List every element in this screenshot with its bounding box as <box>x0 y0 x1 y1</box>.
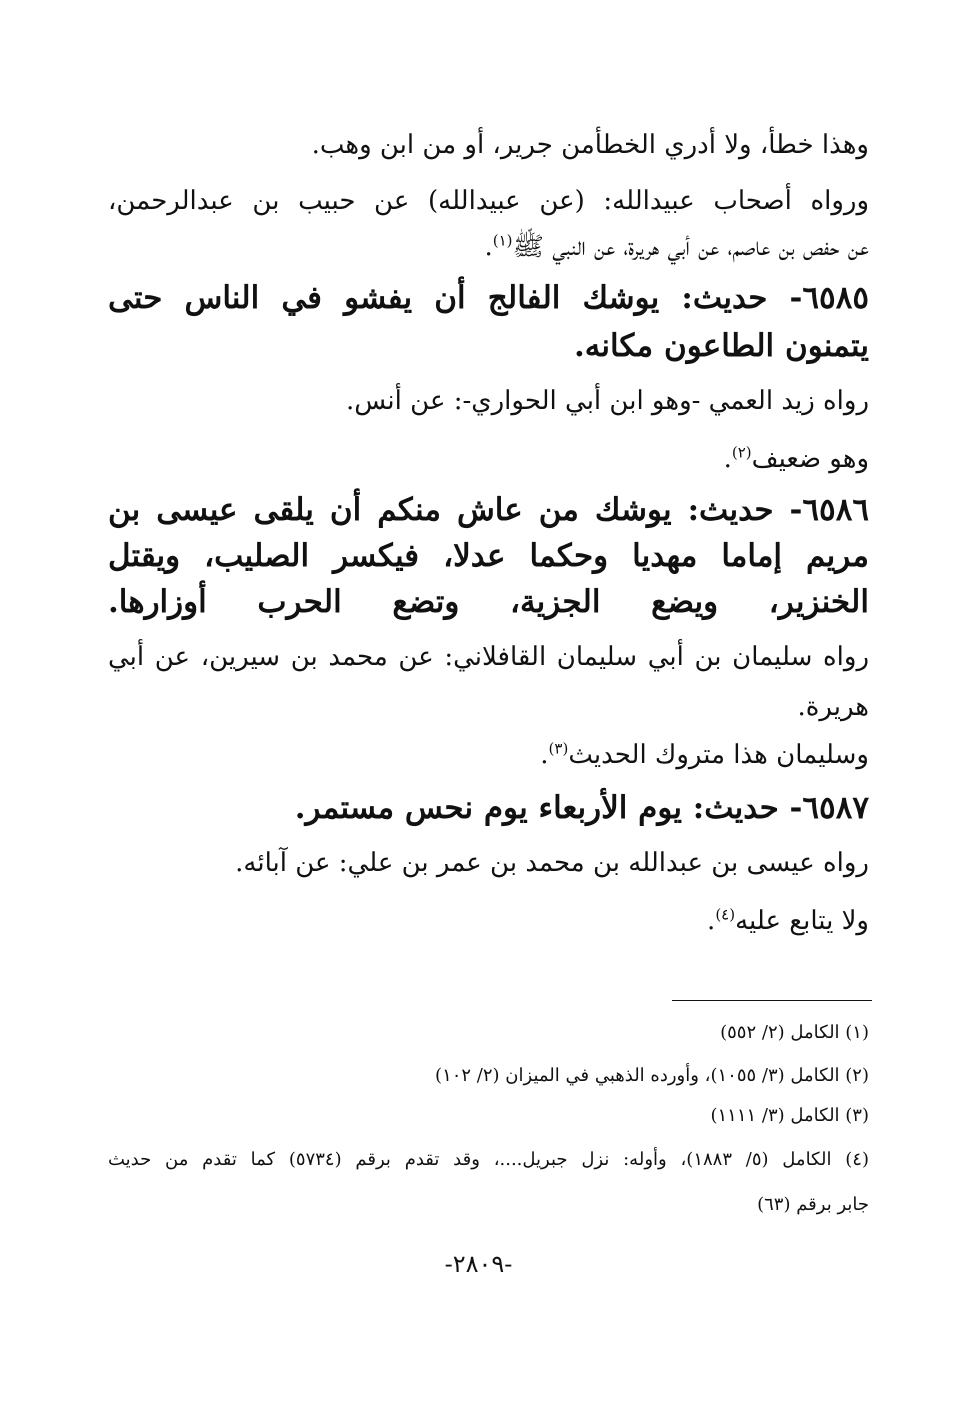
body-line: ولا يتابع عليه$^{(٤)}$. <box>707 905 869 936</box>
footnote: (٢) الكامل (٣/ ١٠٥٥)، وأورده الذهبي في الميزان (٢/ ١٠٢) <box>435 1065 869 1086</box>
body-line: عن حفص بن عاصم، عن أبي هريرة، عن النبي ﷺ$^{(١)}$. <box>484 231 869 262</box>
body-line: رواه سليمان بن أبي سليمان القافلاني: عن محمد بن سيرين، عن أبي <box>108 642 869 672</box>
footnote: (١) الكامل (٢/ ٥٥٢) <box>720 1022 869 1043</box>
footnote-ref: (٢) <box>731 443 752 462</box>
body-line: وهو ضعيف$^{(٢)}$. <box>723 443 869 474</box>
hadith-heading: ٦٥٨٧- حديث: يوم الأربعاء يوم نحس مستمر. <box>294 790 869 826</box>
footnote-divider <box>672 1000 872 1001</box>
body-line: ورواه أصحاب عبيدالله: (عن عبيدالله) عن حبيب بن عبدالرحمن، <box>108 186 869 216</box>
hadith-heading: مريم إماما مهديا وحكما عدلا، فيكسر الصليب، ويقتل <box>108 538 869 574</box>
footnote-ref: (٣) <box>548 739 569 758</box>
footnote: (٣) الكامل (٣/ ١١١١) <box>710 1105 869 1126</box>
body-line: رواه زيد العمي -وهو ابن أبي الحواري-: عن أنس. <box>346 386 869 416</box>
footnote: (٤) الكامل (٥/ ١٨٨٣)، وأوله: نزل جبريل....، وقد تقدم برقم (٥٧٣٤) كما تقدم من حديث <box>108 1149 869 1170</box>
footnote: جابر برقم (٦٣) <box>757 1194 869 1215</box>
body-line: وهذا خطأ، ولا أدري الخطأمن جرير، أو من ابن وهب. <box>311 130 869 160</box>
body-line: رواه عيسى بن عبدالله بن محمد بن عمر بن علي: عن آبائه. <box>235 848 869 878</box>
page-number: -٢٨٠٩- <box>444 1250 513 1278</box>
footnote-ref: (١) <box>492 231 513 250</box>
body-line: هريرة. <box>797 692 869 722</box>
hadith-heading: يتمنون الطاعون مكانه. <box>573 328 869 364</box>
hadith-heading: ٦٥٨٥- حديث: يوشك الفالج أن يفشو في الناس حتى <box>108 280 869 316</box>
hadith-heading: ٦٥٨٦- حديث: يوشك من عاش منكم أن يلقى عيسى بن <box>108 492 869 528</box>
body-line: وسليمان هذا متروك الحديث$^{(٣)}$. <box>540 739 869 770</box>
footnote-ref: (٤) <box>715 905 736 924</box>
hadith-heading: الخنزير، ويضع الجزية، وتضع الحرب أوزارها. <box>108 584 869 620</box>
